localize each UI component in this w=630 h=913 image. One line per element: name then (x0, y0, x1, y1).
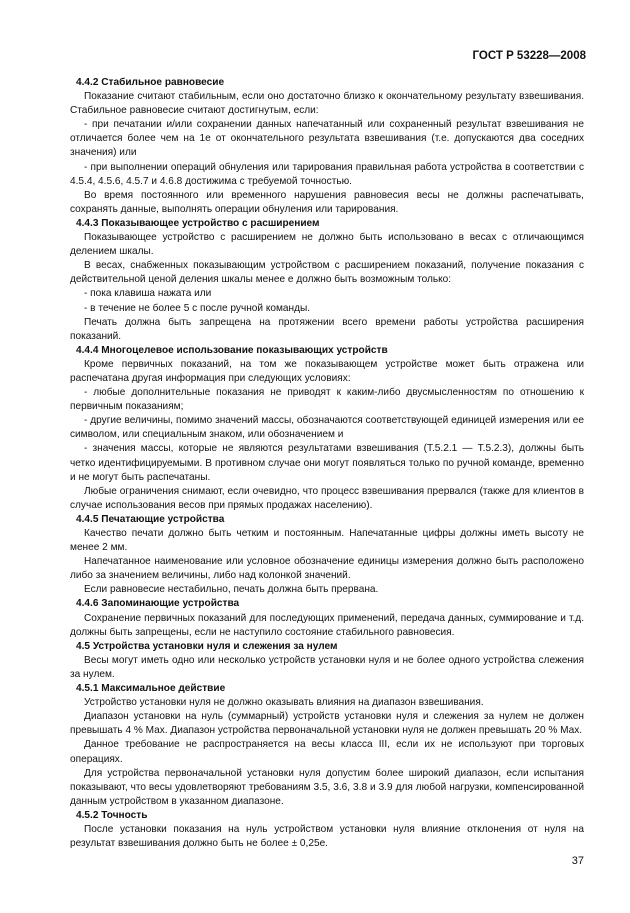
paragraph: В весах, снабженных показывающим устройством с расширением показаний, получение показания с действительной ценой деления шкалы менее e должно быть возможным только: (70, 260, 584, 286)
paragraph: Во время постоянного или временного нарушения равновесия весы не должны распечатывать, сохранять данные, выполнять операции обнуления или тарирования. (70, 189, 584, 215)
paragraph: - значения массы, которые не являются результатами взвешивания (Т.5.2.1 — Т.5.2.3), должны быть четко идентифицируемыми. В противном случае они могут появляться только по ручной команде, временно и не могут быть распечатаны. (70, 443, 584, 483)
paragraph: - при выполнении операций обнуления или тарирования правильная работа устройства в соответствии с 4.5.4, 4.5.6, 4.5.7 и 4.6.8 достижима с требуемой точностью. (70, 161, 584, 187)
section-heading: 4.4.6 Запоминающие устройства (76, 598, 240, 610)
paragraph: Если равновесие нестабильно, печать должна быть прервана. (84, 584, 379, 596)
paragraph: Кроме первичных показаний, на том же показывающем устройстве может быть отражена или распечатана другая информация при следующих условиях: (70, 358, 584, 384)
paragraph: - пока клавиша нажата или (84, 288, 212, 300)
document-body (70, 76, 584, 851)
paragraph: Данное требование не распространяется на весы класса III, если их не используют при торговых операциях. (70, 739, 584, 765)
document-header: ГОСТ Р 53228—2008 (472, 50, 586, 62)
paragraph: Напечатанное наименование или условное обозначение единицы измерения должно быть расположено либо за значением величины, либо над колонкой значений. (70, 556, 584, 582)
paragraph: - другие величины, помимо значений массы, обозначаются соответствующей единицей измерения или ее символом, или специальным знаком, или обозначением и (70, 415, 584, 441)
paragraph: Печать должна быть запрещена на протяжении всего времени работы устройства расширения показаний. (70, 316, 584, 342)
paragraph: Качество печати должно быть четким и постоянным. Напечатанные цифры должны иметь высоту не менее 2 мм. (70, 528, 584, 554)
paragraph: Для устройства первоначальной установки нуля допустим более широкий диапазон, если испытания показывают, что весы удовлетворяют требованиям 3.5, 3.6, 3.8 и 3.9 для любой нагрузки, компенсированной данным устройством в указанном диапазоне. (70, 767, 584, 807)
paragraph: Диапазон установки на нуль (суммарный) устройств установки нуля и слежения за нулем не должен превышать 4 % Max. Диапазон устройства первоначальной установки нуля не должен превышать 20 % Max. (70, 711, 584, 737)
section-heading: 4.4.4 Многоцелевое использование показывающих устройств (76, 344, 388, 356)
paragraph: Сохранение первичных показаний для последующих применений, передача данных, суммирование и т.д. должны быть запрещены, если не наступило состояние стабильного равновесия. (70, 612, 584, 638)
paragraph: - в течение не более 5 с после ручной команды. (84, 302, 311, 314)
page-number: 37 (571, 855, 584, 867)
section-heading: 4.5.2 Точность (76, 809, 148, 821)
section-heading: 4.4.5 Печатающие устройства (76, 513, 225, 525)
paragraph: - любые дополнительные показания не приводят к каким-либо двусмысленностям по отношению к первичным показаниям; (70, 387, 584, 413)
paragraph: После установки показания на нуль устройством установки нуля влияние отклонения от нуля на результат взвешивания должно быть не более ± 0,25e. (70, 823, 584, 850)
paragraph: Показывающее устройство с расширением не должно быть использовано в весах с отличающимся делением шкалы. (70, 232, 584, 258)
section-heading: 4.5.1 Максимальное действие (76, 683, 226, 695)
paragraph: - при печатании и/или сохранении данных напечатанный или сохраненный результат взвешивания не отличается более чем на 1e от окончательного результата взвешивания (т.е. допускаются два соседних значения) или (70, 119, 584, 159)
paragraph: Устройство установки нуля не должно оказывать влияния на диапазон взвешивания. (84, 697, 484, 709)
section-heading: 4.4.2 Стабильное равновесие (76, 77, 225, 88)
paragraph: Показание считают стабильным, если оно достаточно близко к окончательному результату взвешивания. Стабильное равновесие считают достигнутым, если: (70, 91, 584, 117)
section-heading: 4.5 Устройства установки нуля и слежения за нулем (76, 640, 338, 652)
paragraph: Весы могут иметь одно или несколько устройств установки нуля и не более одного устройства слежения за нулем. (70, 654, 584, 680)
section-heading: 4.4.3 Показывающее устройство с расширением (76, 217, 320, 229)
paragraph: Любые ограничения снимают, если очевидно, что процесс взвешивания прервался (также для клиентов в случае использования весов при прямых продажах населению). (70, 485, 584, 511)
